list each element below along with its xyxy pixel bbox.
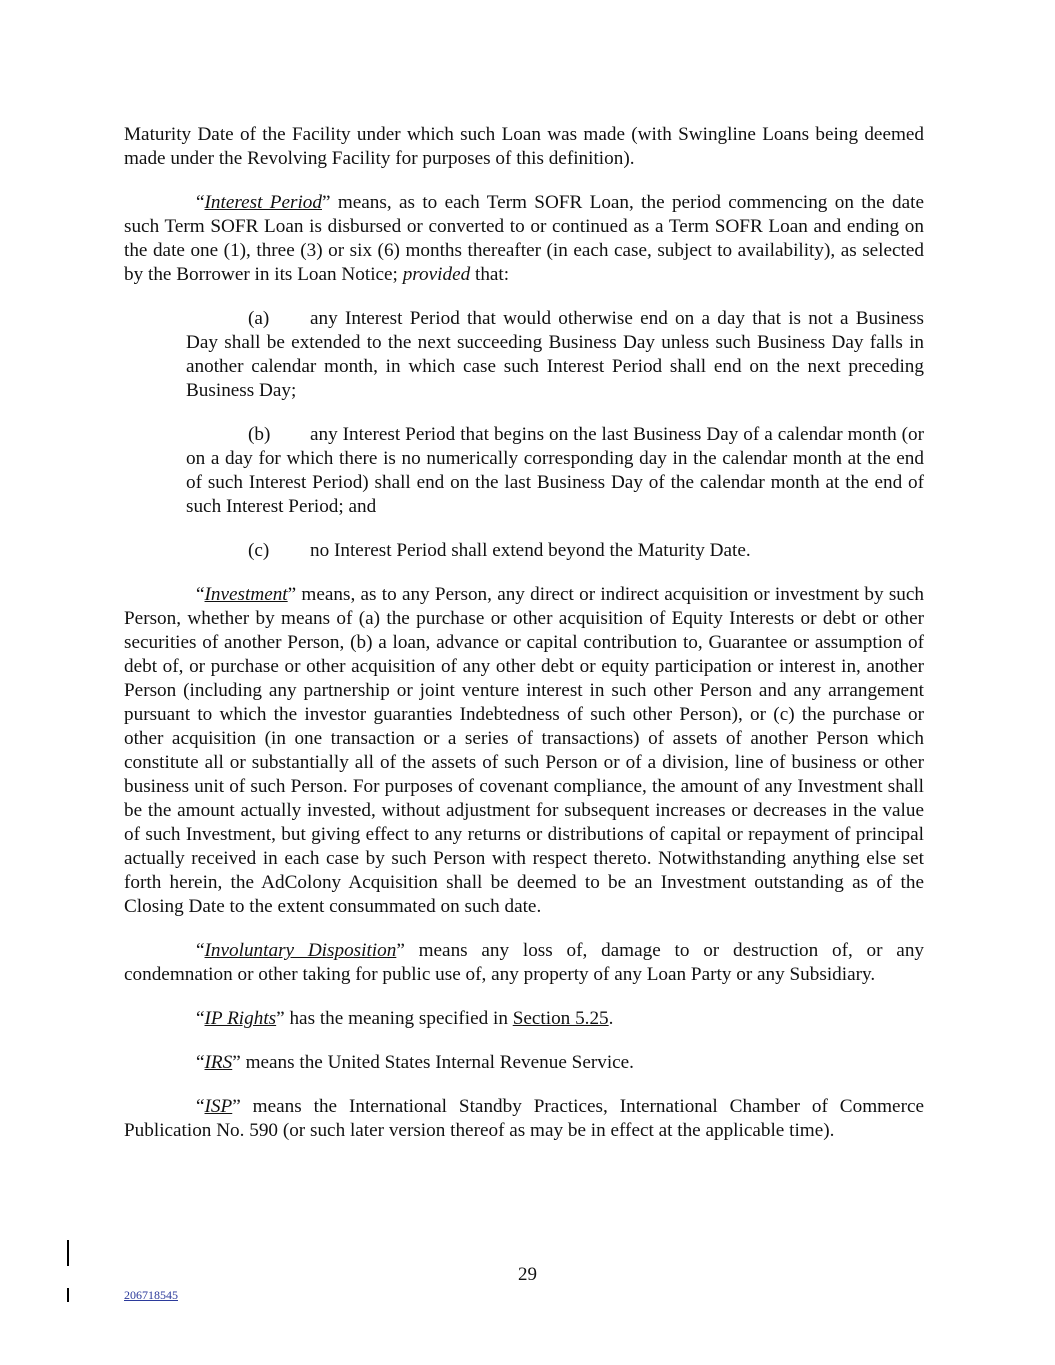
document-id-link[interactable]: 206718545 [124,1288,178,1302]
definition-interest-period [124,191,924,287]
defined-term: Involuntary Disposition [204,940,397,961]
defined-term: IRS [204,1052,233,1073]
page-number: 29 [518,1264,537,1285]
open-quote: “ [196,584,205,605]
list-text: any Interest Period that begins on the last Business Day of a calendar month (or on a day for which there is no numerically corresponding day in the calendar month at the end of such Interest Period) shall end on the last Business Day of the calendar month at the end of such Interest Period; and [186,424,924,517]
section-reference-link[interactable]: Section 5.25 [512,1008,609,1029]
definition-isp [124,1095,924,1143]
definition-text: ” means, as to each Term SOFR Loan, the period commencing on the date such Term SOFR Loan is disbursed or converted to or continued as a Term SOFR Loan and ending on the date one (1), three (3) or six (6) months thereafter (in each case, subject to availability), as selected by the Borrower in its Loan Notice; [124,192,924,285]
definition-text: ” means any loss of, damage to or destruction of, or any condemnation or other taking for public use of, any property of any Loan Party or any Subsidiary. [124,940,925,985]
open-quote: “ [196,940,205,961]
definition-irs [124,1051,924,1075]
definition-text: ” means the United States Internal Revenue Service. [232,1052,634,1073]
definition-investment [124,583,924,919]
list-text: no Interest Period shall extend beyond the Maturity Date. [310,540,751,561]
open-quote: “ [196,192,205,213]
change-bar [67,1288,69,1302]
defined-term: IP Rights [204,1008,277,1029]
list-item-c [186,539,924,563]
provided-word: provided [402,264,471,285]
open-quote: “ [196,1052,205,1073]
defined-term: ISP [204,1096,233,1117]
list-item-a [186,307,924,403]
open-quote: “ [196,1096,205,1117]
definition-text: ” means, as to any Person, any direct or indirect acquisition or investment by such Person, whether by means of (a) the purchase or other acquisition of Equity Interests or debt or other securities of another Person, (b) a loan, advance or capital contribution to, Guarantee or assumption of debt of, or purchase or other acquisition of any other debt or equity participation or interest in, another Person (including any partnership or joint venture interest in such other Person and any arrangement pursuant to which the investor guaranties Indebtedness of such other Person), or (c) the purchase or other acquisition (in one transaction or a series of transactions) of assets of another Person which constitute all or substantially all of the assets of such Person or of a division, line of business or other business unit of such Person. For purposes of covenant compliance, the amount of any Investment shall be the amount actually invested, without adjustment for subsequent increases or decreases in the value of such Investment, but giving effect to any returns or distributions of capital or repayment of principal actually received in each case by such Person with respect thereto. Notwithstanding anything else set forth herein, the AdColony Acquisition shall be deemed to be an Investment outstanding as of the Closing Date to the extent consummated on such date. [124,584,924,917]
definition-text: ” means the International Standby Practices, International Chamber of Commerce Publication No. 590 (or such later version thereof as may be in effect at the applicable time). [124,1096,924,1141]
list-label: (c) [248,540,270,561]
definition-text-end: . [608,1008,614,1029]
definition-text-end: that: [470,264,510,285]
definition-ip-rights [124,1007,924,1031]
list-item-b [186,423,924,519]
document-body [124,123,924,1163]
defined-term: Interest Period [204,192,322,213]
definition-involuntary-disposition [124,939,924,987]
paragraph-maturity-continuation: Maturity Date of the Facility under which such Loan was made (with Swingline Loans being deemed made under the Revolving Facility for purposes of this definition). [124,124,924,169]
change-bar [67,1240,69,1266]
list-text: any Interest Period that would otherwise end on a day that is not a Business Day shall be extended to the next succeeding Business Day unless such Business Day falls in another calendar month, in which case such Interest Period shall end on the next preceding Business Day; [186,308,924,401]
list-label: (b) [248,424,271,445]
open-quote: “ [196,1008,205,1029]
defined-term: Investment [204,584,288,605]
definition-text: ” has the meaning specified in [276,1008,513,1029]
list-label: (a) [248,308,270,329]
